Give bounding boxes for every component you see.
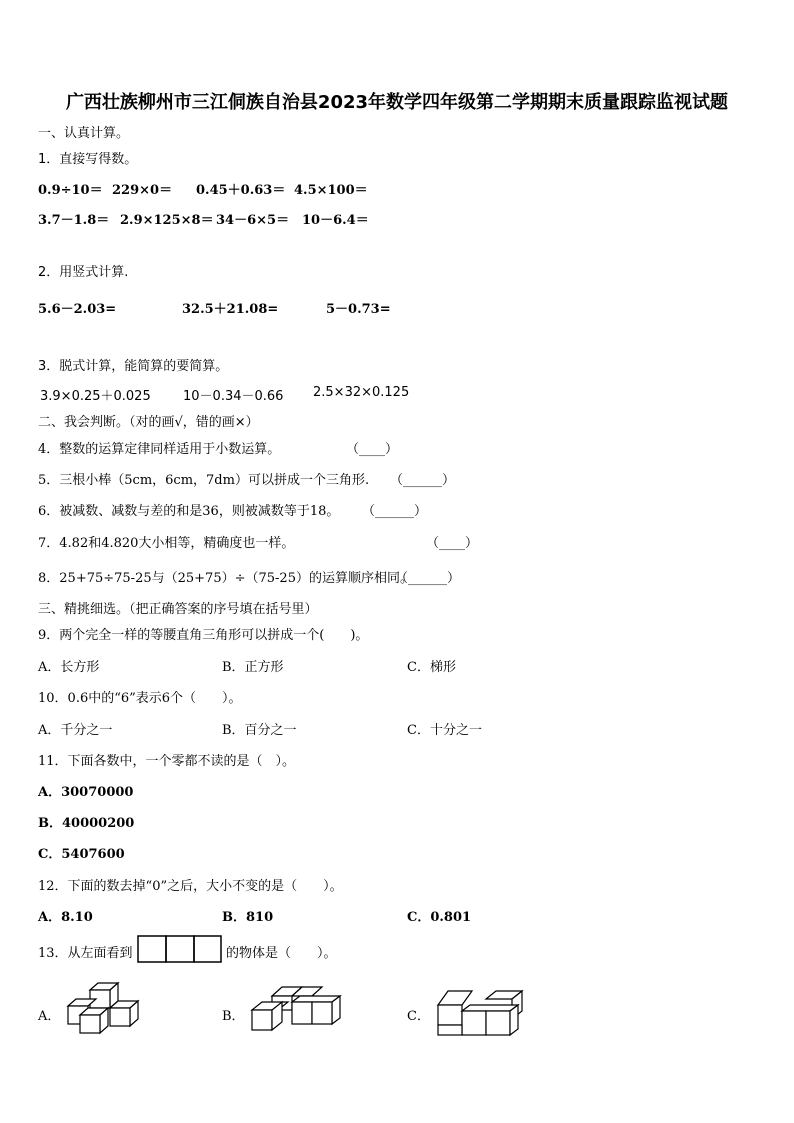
simplify-item: 10－0.34－0.66 — [183, 389, 284, 404]
question-12-text: 12．下面的数去掉“0”之后，大小不变的是（ ）。 — [38, 879, 343, 894]
option-a[interactable]: A．千分之一 — [38, 723, 113, 738]
calc-item: 229×0＝ — [112, 183, 173, 198]
question-7-text: 7．4.82和4.820大小相等，精确度也一样。 — [38, 536, 295, 551]
option-c[interactable]: C．十分之一 — [407, 723, 482, 738]
option-c[interactable]: C．5407600 — [38, 847, 125, 862]
option-b[interactable]: B．810 — [222, 910, 274, 925]
calc-item: 34－6×5＝ — [216, 213, 290, 228]
question-5-text: 5．三根小棒（5cm，6cm，7dm）可以拼成一个三角形. — [38, 473, 370, 488]
calc-item: 0.9÷10＝ — [38, 183, 103, 198]
simplify-item: 3.9×0.25＋0.025 — [40, 389, 151, 404]
answer-blank[interactable]: （____） — [346, 442, 399, 457]
option-c[interactable]: C．0.801 — [407, 910, 472, 925]
page-title: 广西壮族柳州市三江侗族自治县2023年数学四年级第二学期期末质量跟踪监视试题 — [65, 92, 729, 113]
cube-figure-c[interactable] — [434, 985, 526, 1043]
vertical-calc-item: 5－0.73= — [326, 302, 391, 317]
section-3-heading: 三、精挑细选。（把正确答案的序号填在括号里） — [38, 602, 318, 617]
calc-item: 2.9×125×8＝ — [120, 213, 214, 228]
question-13-suffix: 的物体是（ ）。 — [226, 946, 337, 961]
answer-blank[interactable]: （____） — [426, 536, 479, 551]
section-2-heading: 二、我会判断。（对的画√，错的画×） — [38, 415, 259, 430]
vertical-calc-item: 5.6－2.03= — [38, 302, 117, 317]
answer-blank[interactable]: （______） — [395, 571, 461, 586]
question-4-text: 4．整数的运算定律同样适用于小数运算。 — [38, 442, 281, 457]
question-10-text: 10．0.6中的“6”表示6个（ ）。 — [38, 691, 242, 706]
vertical-calc-item: 32.5＋21.08= — [182, 302, 279, 317]
answer-blank[interactable]: （______） — [390, 473, 456, 488]
calc-item: 3.7－1.8＝ — [38, 213, 110, 228]
question-8-text: 8．25+75÷75-25与（25+75）÷（75-25）的运算顺序相同。 — [38, 571, 413, 586]
calc-item: 10－6.4＝ — [302, 213, 369, 228]
answer-blank[interactable]: （______） — [362, 504, 428, 519]
left-view-figure — [137, 935, 223, 963]
option-a[interactable]: A．长方形 — [38, 660, 100, 675]
simplify-item: 2.5×32×0.125 — [313, 385, 410, 400]
cube-figure-a[interactable] — [62, 980, 148, 1044]
question-1-label: 1．直接写得数。 — [38, 152, 138, 167]
question-2-label: 2．用竖式计算. — [38, 265, 129, 280]
option-b[interactable]: B．40000200 — [38, 816, 135, 831]
cube-figure-b[interactable] — [248, 984, 348, 1040]
option-a[interactable]: A． — [38, 1009, 61, 1024]
option-b[interactable]: B． — [222, 1009, 245, 1024]
option-a[interactable]: A．8.10 — [38, 910, 93, 925]
option-a[interactable]: A．30070000 — [38, 785, 134, 800]
option-b[interactable]: B．百分之一 — [222, 723, 297, 738]
question-11-text: 11．下面各数中，一个零都不读的是（ ）。 — [38, 754, 296, 769]
question-9-text: 9．两个完全一样的等腰直角三角形可以拼成一个( )。 — [38, 628, 369, 643]
option-c[interactable]: C．梯形 — [407, 660, 456, 675]
question-6-text: 6．被减数、减数与差的和是36，则被减数等于18。 — [38, 504, 340, 519]
question-3-label: 3．脱式计算，能简算的要简算。 — [38, 359, 229, 374]
option-b[interactable]: B．正方形 — [222, 660, 284, 675]
calc-item: 0.45＋0.63＝ — [196, 183, 286, 198]
question-13-prefix: 13．从左面看到 — [38, 946, 133, 961]
calc-item: 4.5×100＝ — [294, 183, 368, 198]
section-1-heading: 一、认真计算。 — [38, 126, 130, 141]
option-c[interactable]: C． — [407, 1009, 430, 1024]
